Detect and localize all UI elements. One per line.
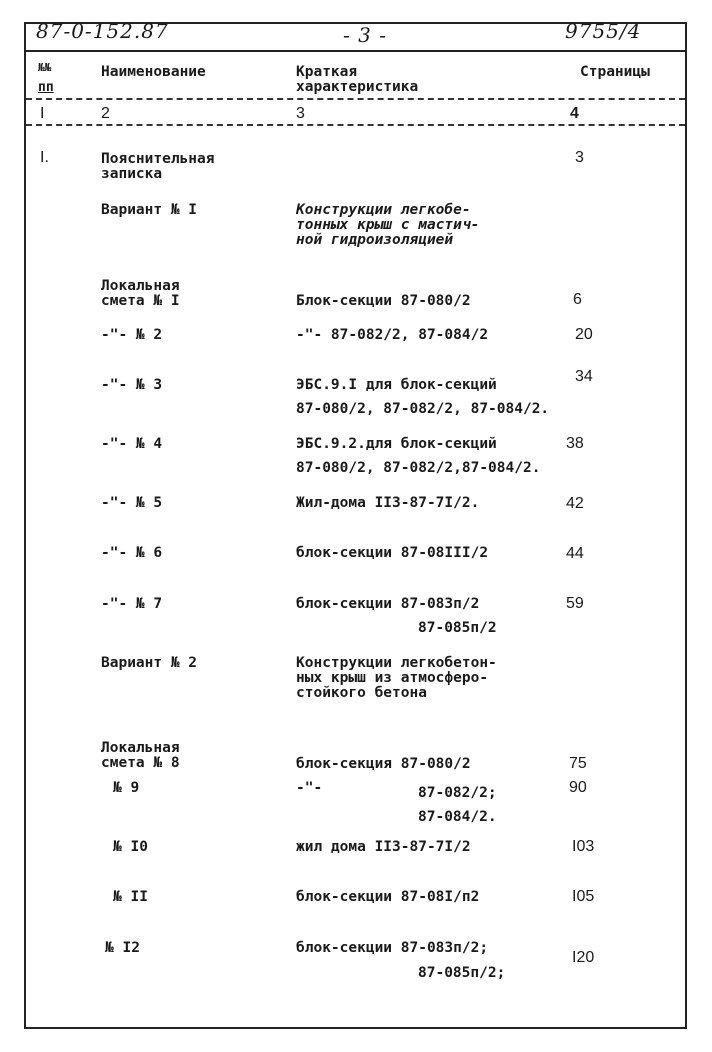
row-name: -"- № 3	[101, 377, 163, 393]
row-name: -"- № 6	[101, 545, 163, 561]
column-index-3: 3	[296, 105, 305, 122]
column-pages-header: Страницы	[580, 64, 650, 80]
page-number: - 3 -	[343, 23, 387, 47]
row-description-line-2: 87-085п/2	[418, 620, 497, 636]
reference-number: 9755/4	[565, 19, 642, 43]
row-page: I05	[572, 888, 595, 905]
row-page: I03	[572, 838, 595, 855]
row-description: блок-секции 87-083п/2	[296, 596, 480, 612]
variant-1-title: Вариант № I	[101, 202, 198, 218]
row-page: 38	[566, 435, 584, 452]
row-name: № I2	[105, 940, 140, 956]
row-name: -"- № 2	[101, 327, 163, 343]
row-name: № II	[113, 889, 148, 905]
row-page: I20	[572, 949, 595, 966]
row-description: блок-секции 87-08I/п2	[296, 889, 480, 905]
row-name: Локальная смета № 8	[101, 740, 180, 771]
row-name: -"- № 4	[101, 436, 163, 452]
row-description: ЭБС.9.I для блок-секций	[296, 377, 497, 393]
row-description-line-2: 87-080/2, 87-082/2,87-084/2.	[296, 460, 541, 476]
column-index-1: I	[40, 105, 45, 122]
column-number-dash-rule	[26, 124, 685, 126]
row-name: -"- № 5	[101, 495, 163, 511]
row-number: I.	[40, 149, 49, 166]
row-page: 59	[566, 595, 584, 612]
row-name: № I0	[113, 839, 148, 855]
row-page: 3	[575, 149, 584, 166]
row-page: 20	[575, 326, 593, 343]
variant-2-description: Конструкции легкобетон- ных крыш из атмосферо- стойкого бетона	[296, 655, 497, 701]
row-description: блок-секция 87-080/2	[296, 756, 471, 772]
variant-2-title: Вариант № 2	[101, 655, 198, 671]
row-page: 44	[566, 545, 584, 562]
column-desc-header: Краткая характеристика	[296, 64, 419, 95]
row-name: Пояснительная записка	[101, 151, 215, 182]
row-page: 75	[569, 755, 587, 772]
row-name: № 9	[113, 780, 140, 796]
column-name-header: Наименование	[101, 64, 206, 80]
document-code: 87-0-152.87	[36, 19, 169, 43]
row-description: Жил-дома II3-87-7I/2.	[296, 495, 480, 511]
row-description: жил дома II3-87-7I/2	[296, 839, 471, 855]
row-description-line-2: 87-080/2, 87-082/2, 87-084/2.	[296, 401, 550, 417]
row-page: 34	[575, 368, 593, 385]
row-description: блок-секции 87-083п/2;	[296, 940, 489, 956]
row-description: -"-	[296, 780, 323, 796]
row-description: ЭБС.9.2.для блок-секций	[296, 436, 497, 452]
variant-1-description: Конструкции легкобе- тонных крыш с мастич- ной гидроизоляцией	[296, 202, 480, 248]
column-num-label: №№	[38, 61, 52, 74]
row-description-line-2: 87-085п/2;	[418, 965, 506, 981]
row-name: Локальная смета № I	[101, 278, 180, 309]
header-dash-rule	[26, 98, 685, 100]
column-index-2: 2	[101, 105, 110, 122]
row-name: -"- № 7	[101, 596, 163, 612]
header-rule	[24, 50, 687, 52]
row-page: 42	[566, 495, 584, 512]
row-description-right: 87-082/2; 87-084/2.	[418, 785, 497, 825]
row-description: блок-секции 87-08III/2	[296, 545, 489, 561]
row-page: 90	[569, 779, 587, 796]
row-description: Блок-секции 87-080/2	[296, 293, 471, 309]
column-num-label-2: пп	[38, 80, 54, 95]
row-description: -"- 87-082/2, 87-084/2	[296, 327, 489, 343]
row-page: 6	[573, 291, 582, 308]
column-index-4: 4	[570, 105, 579, 122]
